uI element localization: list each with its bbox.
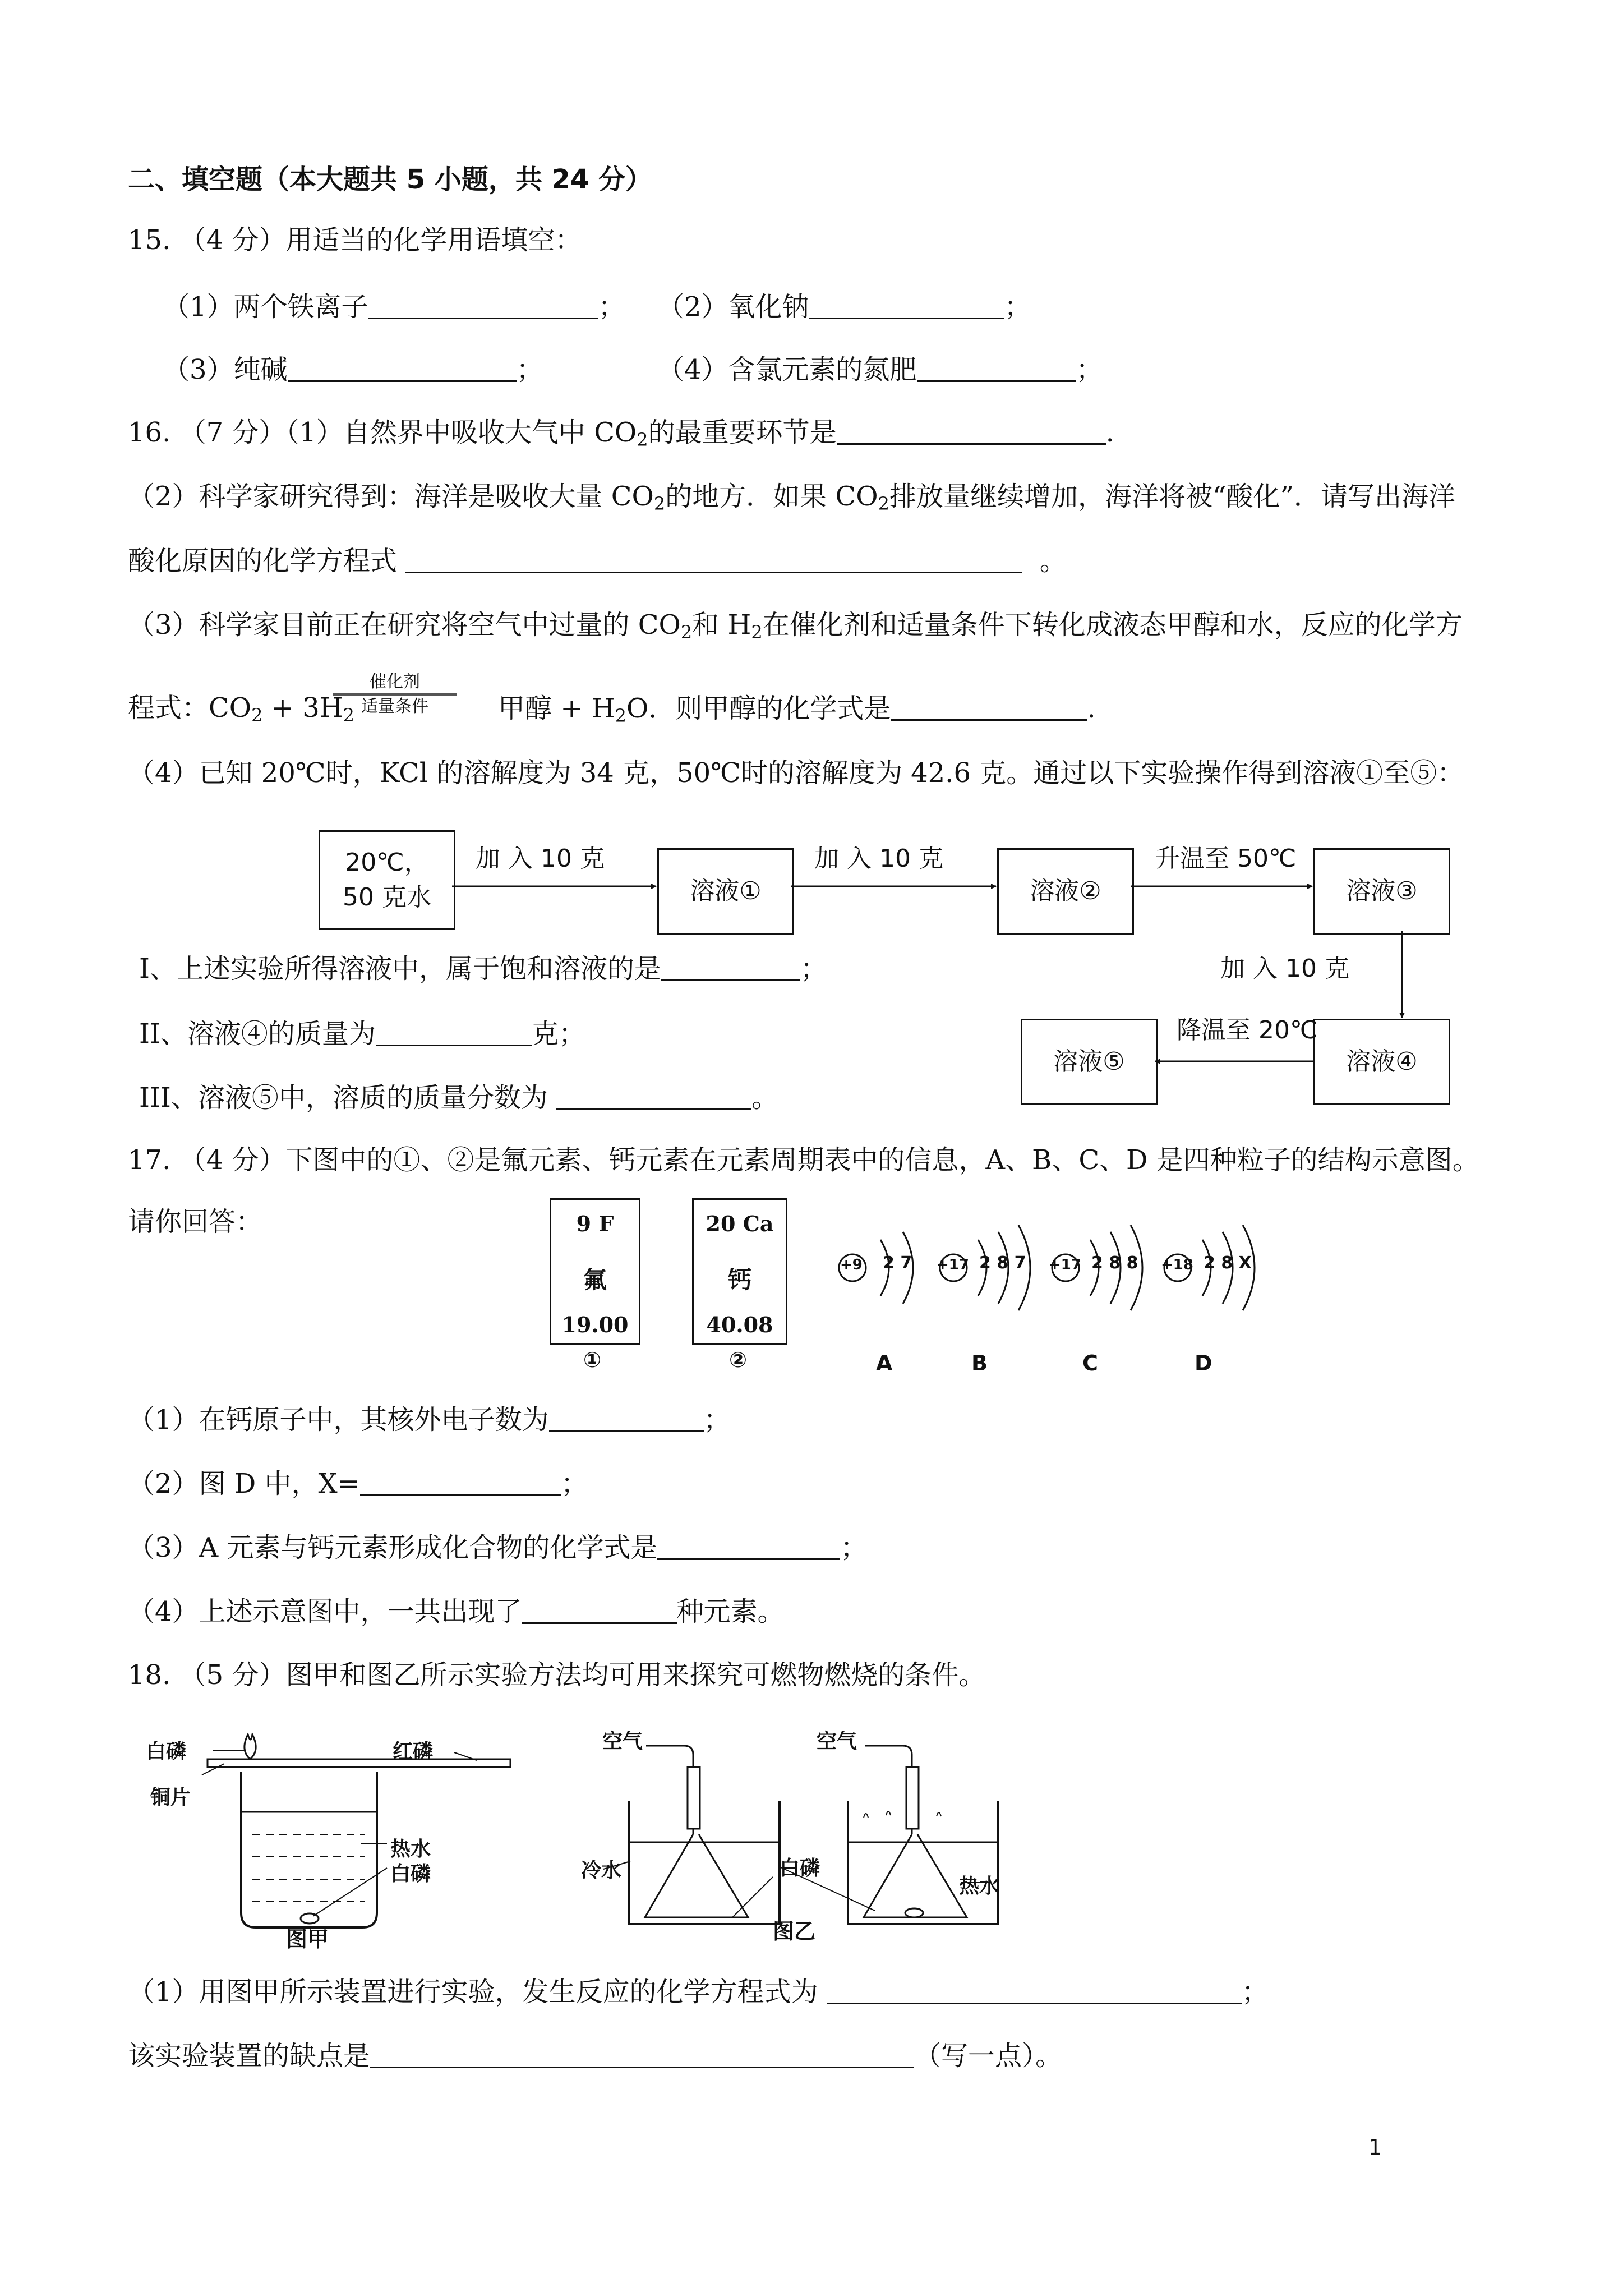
q17-part4: （4）上述示意图中，一共出现了 种元素。 xyxy=(128,1594,785,1628)
flow-solution-3: 溶液③ xyxy=(1313,848,1450,935)
periodic-card-fluorine: 9 F 氟 19.00 xyxy=(550,1198,640,1345)
section-title: 二、填空题（本大题共 5 小题，共 24 分） xyxy=(128,164,653,195)
flow-heat-label: 升温至 50℃ xyxy=(1155,844,1297,873)
q16-part4: （4）已知 20℃时，KCl 的溶解度为 34 克，50℃时的溶解度为 42.6 克。通过以下实验操作得到溶液①至⑤： xyxy=(128,757,1464,789)
answer-blank[interactable] xyxy=(657,1530,840,1560)
periodic-card-calcium: 20 Ca 钙 40.08 xyxy=(692,1198,787,1345)
q15-part3: （3）纯碱 ； xyxy=(163,352,543,386)
answer-blank[interactable] xyxy=(370,2039,914,2068)
q16-part2-line2: 酸化原因的化学方程式 。 xyxy=(128,544,1067,578)
atom-label-d: D xyxy=(1195,1351,1212,1375)
label-white-phosphorus: 白磷 xyxy=(146,1740,187,1763)
flow-solution-1: 溶液① xyxy=(657,848,794,935)
flow-add-label-1: 加 入 10 克 xyxy=(476,844,605,873)
atom-b-shells: 2 8 7 xyxy=(979,1253,1026,1273)
q16-sub-i: I、上述实验所得溶液中，属于饱和溶液的是 ； xyxy=(139,951,827,986)
atom-d-shells: 2 8 X xyxy=(1204,1253,1252,1273)
answer-blank[interactable] xyxy=(549,1402,704,1432)
answer-blank[interactable] xyxy=(360,1466,561,1496)
q18-part1: （1）用图甲所示装置进行实验，发生反应的化学方程式为 ； xyxy=(128,1975,1269,2009)
label-white-phosphorus-3: 白磷 xyxy=(780,1857,820,1880)
q17-part1: （1）在钙原子中，其核外电子数为 ； xyxy=(128,1402,731,1437)
atom-label-b: B xyxy=(971,1351,988,1375)
label-hot-water: 热水 xyxy=(390,1838,431,1861)
q16-equation-tail: 甲醇 + $H_2O$．则甲醇的化学式是 . xyxy=(498,691,1096,733)
answer-blank[interactable] xyxy=(556,1080,751,1110)
q18-part2: 该实验装置的缺点是 （写一点）。 xyxy=(128,2039,1062,2073)
answer-blank[interactable] xyxy=(661,951,800,981)
q15-part1: （1）两个铁离子 ； xyxy=(163,289,625,324)
q15-part4: （4）含氯元素的氮肥 ； xyxy=(657,352,1103,386)
q16-stem: 16. （7 分）（1）自然界中吸收大气中 $CO_2$的最重要环节是 . xyxy=(128,415,1114,457)
flow-solution-4: 溶液④ xyxy=(1313,1019,1450,1105)
atom-label-a: A xyxy=(876,1351,893,1375)
card-label-1: ① xyxy=(583,1347,602,1372)
atom-b-nucleus: +17 xyxy=(937,1257,969,1273)
label-copper-sheet: 铜片 xyxy=(150,1786,191,1809)
q17-part2: （2）图 D 中，X= ； xyxy=(128,1466,588,1501)
flow-add-label-3: 加 入 10 克 xyxy=(1220,954,1349,983)
answer-blank[interactable] xyxy=(827,1975,1242,2004)
q15-part2: （2）氧化钠 ； xyxy=(657,289,1031,324)
q17-stem2: 请你回答： xyxy=(128,1206,263,1237)
atom-c-nucleus: +17 xyxy=(1049,1257,1081,1273)
figure-jia-apparatus xyxy=(140,1728,544,1963)
label-air-1: 空气 xyxy=(602,1730,643,1753)
answer-blank[interactable] xyxy=(376,1016,532,1046)
figure-jia-caption: 图甲 xyxy=(286,1927,329,1952)
q16-equation: 程式：$CO_2 + 3H_2$ xyxy=(128,692,354,726)
flow-solution-2: 溶液② xyxy=(997,848,1134,935)
answer-blank[interactable] xyxy=(522,1594,677,1624)
q16-part2-line1: （2）科学家研究得到：海洋是吸收大量 $CO_2$的地方．如果 $CO_2$排放量继续增加，海洋将被“酸化”．请写出海洋 xyxy=(128,481,1456,514)
q17-part3: （3）A 元素与钙元素形成化合物的化学式是 ； xyxy=(128,1530,867,1565)
atom-a-shells: 2 7 xyxy=(883,1253,912,1273)
q16-sub-iii: III、溶液⑤中，溶质的质量分数为 。 xyxy=(139,1080,778,1115)
label-cold-water: 冷水 xyxy=(581,1859,622,1882)
reaction-condition: 催化剂 适量条件 xyxy=(333,672,457,717)
flow-start-box: 20℃， 50 克水 xyxy=(319,830,455,930)
atom-a-nucleus: +9 xyxy=(840,1257,863,1273)
atom-label-c: C xyxy=(1082,1351,1098,1375)
flow-cool-label: 降温至 20℃ xyxy=(1177,1016,1318,1045)
q16-sub-ii: II、溶液④的质量为 克； xyxy=(139,1016,585,1051)
label-red-phosphorus: 红磷 xyxy=(393,1740,434,1763)
atom-c-shells: 2 8 8 xyxy=(1091,1253,1138,1273)
card-label-2: ② xyxy=(729,1347,748,1372)
label-hot-water-2: 热水 xyxy=(959,1875,1000,1898)
label-air-2: 空气 xyxy=(817,1730,857,1753)
atom-d-nucleus: +18 xyxy=(1161,1257,1193,1273)
flow-add-label-2: 加 入 10 克 xyxy=(814,844,943,873)
label-white-phosphorus-2: 白磷 xyxy=(390,1862,431,1885)
q16-part3-line1: （3）科学家目前正在研究将空气中过量的 $CO_2$和 $H_2$在催化剂和适量条件下转化成液态甲醇和水，反应的化学方 xyxy=(128,609,1463,643)
q18-stem: 18. （5 分）图甲和图乙所示实验方法均可用来探究可燃物燃烧的条件。 xyxy=(128,1659,986,1691)
q17-stem: 17. （4 分）下图中的①、②是氟元素、钙元素在元素周期表中的信息，A、B、C、D 是四种粒子的结构示意图。 xyxy=(128,1144,1479,1176)
figure-yi-caption: 图乙 xyxy=(773,1919,816,1944)
flow-solution-5: 溶液⑤ xyxy=(1021,1019,1158,1105)
page-number: 1 xyxy=(1368,2135,1382,2160)
q15-stem: 15. （4 分）用适当的化学用语填空： xyxy=(128,224,582,256)
